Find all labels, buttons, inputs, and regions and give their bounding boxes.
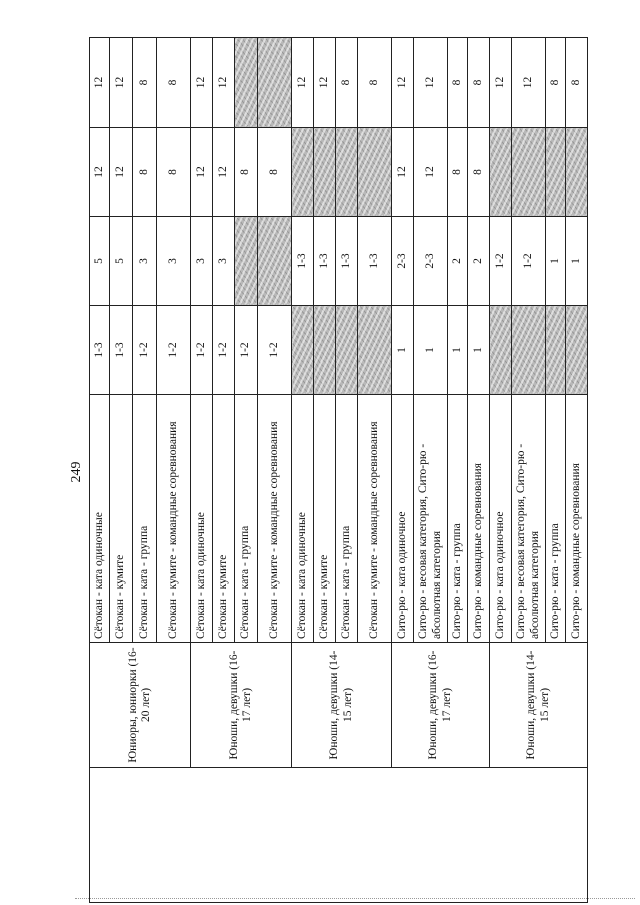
value-cell: 8 (258, 128, 292, 217)
value-cell: 8 (157, 128, 191, 217)
shaded-cell (512, 306, 546, 395)
shaded-cell (358, 128, 392, 217)
value-cell: 8 (133, 128, 157, 217)
age-group-cell: Юноши, девушки (16-17 лет) (392, 643, 490, 768)
value-cell: 1 (392, 306, 414, 395)
shaded-cell (512, 128, 546, 217)
value-cell: 1-2 (512, 217, 546, 306)
value-cell: 1-2 (191, 306, 213, 395)
value-cell: 1 (546, 217, 566, 306)
shaded-cell (292, 128, 314, 217)
discipline-cell: Сётокан - кумите (213, 395, 235, 643)
shaded-cell (235, 217, 258, 306)
value-cell: 8 (546, 38, 566, 128)
value-cell: 5 (110, 217, 133, 306)
value-cell: 8 (358, 38, 392, 128)
value-cell: 8 (235, 128, 258, 217)
value-cell: 12 (490, 38, 512, 128)
value-cell: 8 (448, 38, 468, 128)
competition-table (89, 37, 588, 903)
value-cell: 1 (448, 306, 468, 395)
value-cell: 1-2 (258, 306, 292, 395)
shaded-cell (566, 306, 588, 395)
value-cell: 2-3 (392, 217, 414, 306)
age-group-cell: Юноши, девушки (14-15 лет) (292, 643, 392, 768)
discipline-cell: Сётокан - ката - группа (133, 395, 157, 643)
value-cell: 1 (566, 217, 588, 306)
discipline-cell: Сётокан - кумите - командные соревнования (358, 395, 392, 643)
value-cell: 8 (157, 38, 191, 128)
value-cell: 1-2 (157, 306, 191, 395)
value-cell: 3 (157, 217, 191, 306)
value-cell: 1-3 (90, 306, 110, 395)
shaded-cell (336, 128, 358, 217)
discipline-cell: Сётокан - кумите (314, 395, 336, 643)
shaded-cell (235, 38, 258, 128)
shaded-cell (292, 306, 314, 395)
value-cell: 8 (468, 128, 490, 217)
discipline-cell: Сито-рю - ката - группа (448, 395, 468, 643)
shaded-cell (566, 128, 588, 217)
value-cell: 8 (448, 128, 468, 217)
value-cell: 1 (414, 306, 448, 395)
value-cell: 12 (392, 128, 414, 217)
value-cell: 12 (110, 38, 133, 128)
value-cell: 12 (90, 128, 110, 217)
value-cell: 2-3 (414, 217, 448, 306)
value-cell: 12 (314, 38, 336, 128)
value-cell: 12 (191, 38, 213, 128)
value-cell: 12 (213, 128, 235, 217)
discipline-cell: Сётокан - ката одиночные (191, 395, 213, 643)
value-cell: 1 (468, 306, 490, 395)
scan-edge-line (75, 898, 635, 899)
page-number: 249 (69, 461, 84, 483)
value-cell: 1-3 (292, 217, 314, 306)
value-cell: 12 (392, 38, 414, 128)
value-cell: 12 (110, 128, 133, 217)
shaded-cell (490, 306, 512, 395)
shaded-cell (258, 38, 292, 128)
value-cell: 12 (90, 38, 110, 128)
age-group-cell: Юниоры, юниорки (16-20 лет) (90, 643, 191, 768)
discipline-cell: Сито-рю - ката одиночное (392, 395, 414, 643)
value-cell: 3 (191, 217, 213, 306)
value-cell: 1-2 (213, 306, 235, 395)
value-cell: 12 (414, 38, 448, 128)
discipline-cell: Сётокан - ката одиночные (90, 395, 110, 643)
value-cell: 5 (90, 217, 110, 306)
value-cell: 3 (133, 217, 157, 306)
discipline-cell: Сито-рю - весовая категория, Сито-рю - абсолютная категория (512, 395, 546, 643)
discipline-cell: Сётокан - кумите - командные соревнования (157, 395, 191, 643)
value-cell: 8 (468, 38, 490, 128)
value-cell: 1-3 (336, 217, 358, 306)
value-cell: 1-2 (133, 306, 157, 395)
value-cell: 2 (448, 217, 468, 306)
rotated-content (65, 38, 585, 903)
age-group-cell: Юноши, девушки (14-15 лет) (490, 643, 588, 768)
shaded-cell (314, 128, 336, 217)
discipline-cell: Сито-рю - ката одиночное (490, 395, 512, 643)
value-cell: 1-3 (110, 306, 133, 395)
discipline-cell: Сётокан - ката - группа (235, 395, 258, 643)
shaded-cell (490, 128, 512, 217)
shaded-cell (358, 306, 392, 395)
value-cell: 12 (292, 38, 314, 128)
value-cell: 1-2 (490, 217, 512, 306)
value-cell: 8 (566, 38, 588, 128)
discipline-cell: Сито-рю - командные соревнования (468, 395, 490, 643)
value-cell: 8 (133, 38, 157, 128)
value-cell: 12 (191, 128, 213, 217)
value-cell: 3 (213, 217, 235, 306)
shaded-cell (314, 306, 336, 395)
table-row (90, 38, 110, 903)
discipline-cell: Сётокан - ката одиночные (292, 395, 314, 643)
discipline-cell: Сито-рю - ката - группа (546, 395, 566, 643)
value-cell: 12 (414, 128, 448, 217)
value-cell: 1-2 (235, 306, 258, 395)
shaded-cell (546, 128, 566, 217)
value-cell: 12 (512, 38, 546, 128)
age-group-cell: Юноши, девушки (16-17 лет) (191, 643, 292, 768)
value-cell: 8 (336, 38, 358, 128)
value-cell: 1-3 (358, 217, 392, 306)
discipline-cell: Сётокан - кумите - командные соревнования (258, 395, 292, 643)
value-cell: 12 (213, 38, 235, 128)
value-cell: 1-3 (314, 217, 336, 306)
discipline-cell: Сётокан - ката - группа (336, 395, 358, 643)
shaded-cell (258, 217, 292, 306)
shaded-cell (546, 306, 566, 395)
value-cell: 2 (468, 217, 490, 306)
discipline-cell: Сётокан - кумите (110, 395, 133, 643)
blank-column-cell (90, 768, 588, 903)
discipline-cell: Сито-рю - весовая категория, Сито-рю - абсолютная категория (414, 395, 448, 643)
discipline-cell: Сито-рю - командные соревнования (566, 395, 588, 643)
shaded-cell (336, 306, 358, 395)
